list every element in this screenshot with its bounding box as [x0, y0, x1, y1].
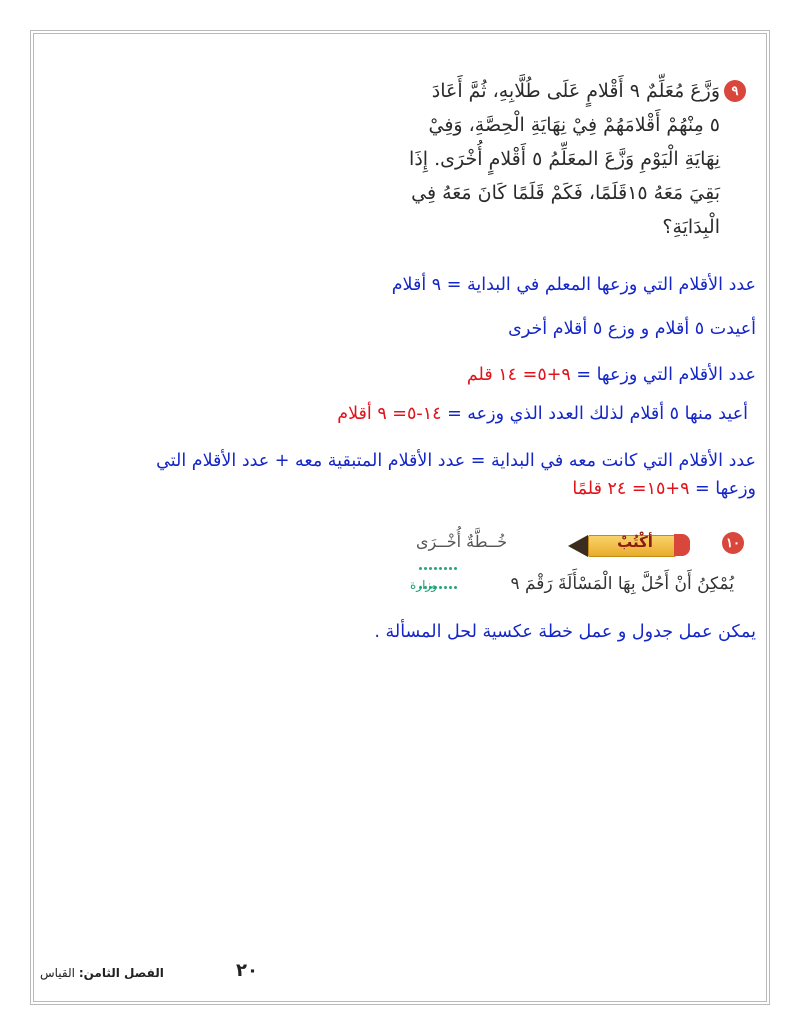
answer-9-line-3-label: عدد الأقلام التي وزعها =: [570, 365, 756, 385]
answer-9-line-4-value: ١٤-٥= ٩ أقلام: [337, 404, 442, 424]
watermark-logo: [410, 556, 470, 594]
page-number: ٢٠: [236, 960, 258, 981]
answer-9-line-3-value: ٩+٥= ١٤ قلم: [466, 365, 571, 385]
footer-topic: القياس: [40, 966, 75, 980]
answer-9-line-5b-value: ٩+١٥= ٢٤ قلمًا: [572, 479, 690, 499]
answer-10: يمكن عمل جدول و عمل خطة عكسية لحل المسألة .: [374, 622, 756, 642]
problem-9-line: وَزَّعَ مُعَلِّمٌ ٩ أَقْلامٍ عَلَى طُلَّابِهِ، ثُمَّ أَعَادَ: [431, 80, 720, 102]
problem-9-line: نِهَايَةِ الْيَوْمِ وَزَّعَ المعَلِّمُ ٥ أَقْلامٍ أُخْرَى. إِذَا: [409, 148, 720, 170]
problem-9-text: [360, 74, 720, 244]
answer-9-line-4-label: أعيد منها ٥ أقلام لذلك العدد الذي وزعه =: [441, 404, 748, 424]
write-label: أكْتُبْ: [617, 533, 653, 551]
strategy-label: خُــطَّةٌ أُخْــرَى: [416, 532, 508, 551]
pencil-icon: [580, 530, 690, 560]
problem-9-line: الْبِدَايَةِ؟: [662, 216, 720, 238]
answer-9-line-5a: عدد الأقلام التي كانت معه في البداية = عدد الأقلام المتبقية معه + عدد الأقلام التي: [156, 451, 756, 471]
answer-9-line-5b: [36, 477, 756, 501]
answer-9-line-3: [36, 363, 756, 387]
footer-chapter: الفصل الثامن:: [78, 966, 164, 980]
watermark-text: وزارة: [410, 578, 438, 592]
problem-9-line: ٥ مِنْهُمْ أَقْلامَهُمْ فِيْ نِهَايَةِ الْحِصَّةِ، وَفِيْ: [428, 114, 720, 136]
problem-9-line: بَقِيَ مَعَهُ ١٥قَلَمًا، فَكَمْ قَلَمًا كَانَ مَعَهُ فِي: [411, 182, 720, 204]
problem-9-badge: ٩: [724, 80, 746, 102]
problem-10-question: يُمْكِنُ أَنْ أَحُلَّ بِهَا الْمَسْأَلَةَ رَقْمَ ٩: [510, 574, 734, 594]
answer-9-line-1: عدد الأقلام التي وزعها المعلم في البداية = ٩ أقلام: [391, 275, 756, 295]
problem-10-badge: ١٠: [722, 532, 744, 554]
answer-9-line-5b-label: وزعها =: [689, 479, 756, 499]
answer-9-line-4: [28, 402, 748, 426]
footer-chapter-title: [40, 966, 164, 980]
answer-9-line-2: أعيدت ٥ أقلام و وزع ٥ أقلام أخرى: [508, 319, 756, 339]
